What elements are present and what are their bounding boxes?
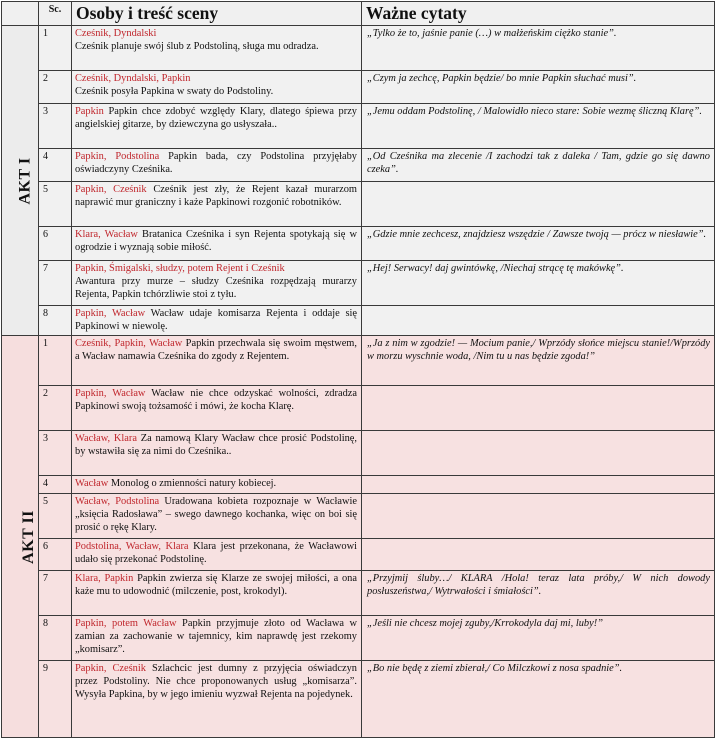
scene-characters: Wacław, Klara [75, 433, 137, 444]
scene-number: 1 [39, 336, 72, 386]
scene-quote: „Hej! Serwacy! daj gwintówkę, /Niechaj strącę tę makówkę”. [362, 261, 715, 306]
scene-text: Bratanica Cześnika i syn Rejenta spotykają się w ogrodzie i wyznają sobie miłość. [75, 229, 357, 253]
scene-quote [362, 386, 715, 431]
scene-number: 4 [39, 149, 72, 182]
scene-number: 7 [39, 261, 72, 306]
scene-number: 9 [39, 661, 72, 738]
scene-description [72, 26, 362, 71]
table-row [2, 571, 715, 616]
scene-quote: „Jeśli nie chcesz mojej zguby,/Krrokodyla daj mi, luby!” [362, 616, 715, 661]
table-row [2, 539, 715, 571]
act-label: AKT I [2, 26, 39, 336]
scene-number: 7 [39, 571, 72, 616]
scene-description [72, 616, 362, 661]
act-header [2, 2, 39, 26]
scene-quote: „Bo nie będę z ziemi zbierał,/ Co Milczkowi z nosa spadnie”. [362, 661, 715, 738]
scene-characters: Wacław [75, 478, 109, 489]
scene-number: 2 [39, 386, 72, 431]
scene-characters: Papkin [75, 106, 104, 117]
scene-characters: Cześnik, Papkin, Wacław [75, 338, 183, 349]
scene-quote: „Od Cześnika ma zlecenie /I zachodzi tak z daleka / Tam, gdzie go się dawno czeka”. [362, 149, 715, 182]
scene-characters: Papkin, potem Wacław [75, 618, 177, 629]
table-row [2, 149, 715, 182]
scene-text: Papkin przechwala się swoim męstwem, a Wacław namawia Cześnika do zgody z Rejentem. [75, 338, 357, 362]
scene-description [72, 661, 362, 738]
scene-characters: Podstolina, Wacław, Klara [75, 541, 189, 552]
scene-table [1, 1, 715, 738]
scene-description [72, 431, 362, 476]
scene-description [72, 71, 362, 104]
scene-text: Papkin zwierza się Klarze ze swojej miłości, a ona każe mu to udowodnić (milczenie, post, krokodyl). [75, 573, 357, 597]
scene-quote: „Przyjmij śluby…/ KLARA /Hola! teraz lata próby,/ W nich dowody posłuszeństwa,/ Wytrwałości i śmiałości”. [362, 571, 715, 616]
scene-quote: „Jemu oddam Podstolinę, / Malowidło nieco stare: Sobie wezmę śliczną Klarę”. [362, 104, 715, 149]
scene-number: 4 [39, 476, 72, 494]
scene-text: Monolog o zmienności natury kobiecej. [110, 478, 277, 489]
scene-description [72, 149, 362, 182]
scene-characters: Klara, Papkin [75, 573, 134, 584]
scene-description [72, 476, 362, 494]
scene-text: Cześnik planuje swój ślub z Podstoliną, sługa mu odradza. [75, 41, 319, 52]
scene-number: 6 [39, 539, 72, 571]
table-row [2, 26, 715, 71]
scene-number: 5 [39, 182, 72, 227]
scene-quote [362, 476, 715, 494]
table-row [2, 386, 715, 431]
scene-text: Za namową Klary Wacław chce prosić Podstolinę, by wstawiła się za nimi do Cześnika.. [75, 433, 357, 457]
scene-description [72, 386, 362, 431]
table-row [2, 182, 715, 227]
quotes-header: Ważne cytaty [362, 2, 715, 26]
scene-description [72, 227, 362, 261]
scene-quote [362, 306, 715, 336]
scene-number: 3 [39, 431, 72, 476]
scene-description-header: Osoby i treść sceny [72, 2, 362, 26]
header-row [2, 2, 715, 26]
scene-text: Papkin chce zdobyć względy Klary, dlatego śpiewa przy angielskiej gitarze, by dziewczyna go usłyszała.. [75, 106, 357, 130]
scene-quote [362, 182, 715, 227]
table-row [2, 227, 715, 261]
scene-characters: Papkin, Cześnik [75, 663, 146, 674]
scene-text: Papkin przyjmuje złoto od Wacława w zamian za zachowanie w tajemnicy, kim naprawdę jest rzekomy „komisarz”. [75, 618, 357, 655]
scene-description [72, 182, 362, 227]
table-row [2, 494, 715, 539]
table-row [2, 104, 715, 149]
scene-quote: „Czym ja zechcę, Papkin będzie/ bo mnie Papkin słuchać musi”. [362, 71, 715, 104]
scene-characters: Papkin, Podstolina [75, 151, 160, 162]
scene-description [72, 306, 362, 336]
scene-description [72, 571, 362, 616]
scene-text: Awantura przy murze – słudzy Cześnika rozpędzają murarzy Rejenta, Papkin tchórzliwie stoi z tyłu. [75, 276, 357, 300]
scene-number: 8 [39, 616, 72, 661]
table-row [2, 261, 715, 306]
table-row [2, 476, 715, 494]
scene-number: 5 [39, 494, 72, 539]
table-row [2, 616, 715, 661]
scene-text: Klara jest przekonana, że Wacławowi udało się przekonać Podstolinę. [75, 541, 357, 565]
scene-quote: „Tylko że to, jaśnie panie (…) w małżeńskim ciężko stanie”. [362, 26, 715, 71]
scene-quote: „Gdzie mnie zechcesz, znajdziesz wszędzie / Zawsze twoją — prócz w niesławie”. [362, 227, 715, 261]
table-row [2, 431, 715, 476]
scene-number: 2 [39, 71, 72, 104]
scene-description [72, 539, 362, 571]
scene-number: 6 [39, 227, 72, 261]
table-row [2, 306, 715, 336]
scene-number: 3 [39, 104, 72, 149]
scene-text: Cześnik posyła Papkina w swaty do Podstoliny. [75, 86, 274, 97]
scene-characters: Papkin, Wacław [75, 388, 146, 399]
scene-characters: Cześnik, Dyndalski, Papkin [75, 73, 191, 84]
scene-quote: „Ja z nim w zgodzie! — Mocium panie,/ Wprzódy słońce miejscu stanie!/Wprzódy w morzu wyschnie woda, /Nim tu u nas będzie zgoda!” [362, 336, 715, 386]
scene-description [72, 104, 362, 149]
table-row [2, 71, 715, 104]
scene-characters: Papkin, Cześnik [75, 184, 147, 195]
scene-description [72, 494, 362, 539]
scene-text: Cześnik jest zły, że Rejent kazał murarzom naprawić mur graniczny i każe Papkinowi rozgonić robotników. [75, 184, 357, 208]
scene-description [72, 261, 362, 306]
scene-text: Wacław udaje komisarza Rejenta i oddaje się Papkinowi w niewolę. [75, 308, 357, 332]
scene-number: 8 [39, 306, 72, 336]
scene-description [72, 336, 362, 386]
scene-characters: Papkin, Wacław [75, 308, 146, 319]
scene-characters: Klara, Wacław [75, 229, 138, 240]
table-row [2, 336, 715, 386]
scene-number: 1 [39, 26, 72, 71]
scene-quote [362, 431, 715, 476]
scene-characters: Cześnik, Dyndalski [75, 28, 157, 39]
table-row [2, 661, 715, 738]
scene-characters: Wacław, Podstolina [75, 496, 160, 507]
scene-number-header: Sc. [39, 2, 72, 26]
scene-text: Wacław nie chce odzyskać wolności, zdradza Papkinowi swoją tożsamość i mówi, że kocha Klarę. [75, 388, 357, 412]
scene-quote [362, 494, 715, 539]
scene-characters: Papkin, Śmigalski, słudzy, potem Rejent i Cześnik [75, 263, 285, 274]
scene-text: Papkin bada, czy Podstolina przyjęłaby oświadczyny Cześnika. [75, 151, 357, 175]
scene-text: Szlachcic jest dumny z przyjęcia oświadczyn przez Podstoliny. Nie chce proponowanych usług „komisarza”. Wysyła Papkina, by w jego imieniu wyzwał Rejenta na pojedynek. [75, 663, 357, 700]
act-label: AKT II [2, 336, 39, 738]
scene-quote [362, 539, 715, 571]
scene-text: Uradowana kobieta rozpoznaje w Wacławie „księcia Radosława” – swego dawnego kochanka, więc on boi się prosić o rękę Klary. [75, 496, 357, 533]
